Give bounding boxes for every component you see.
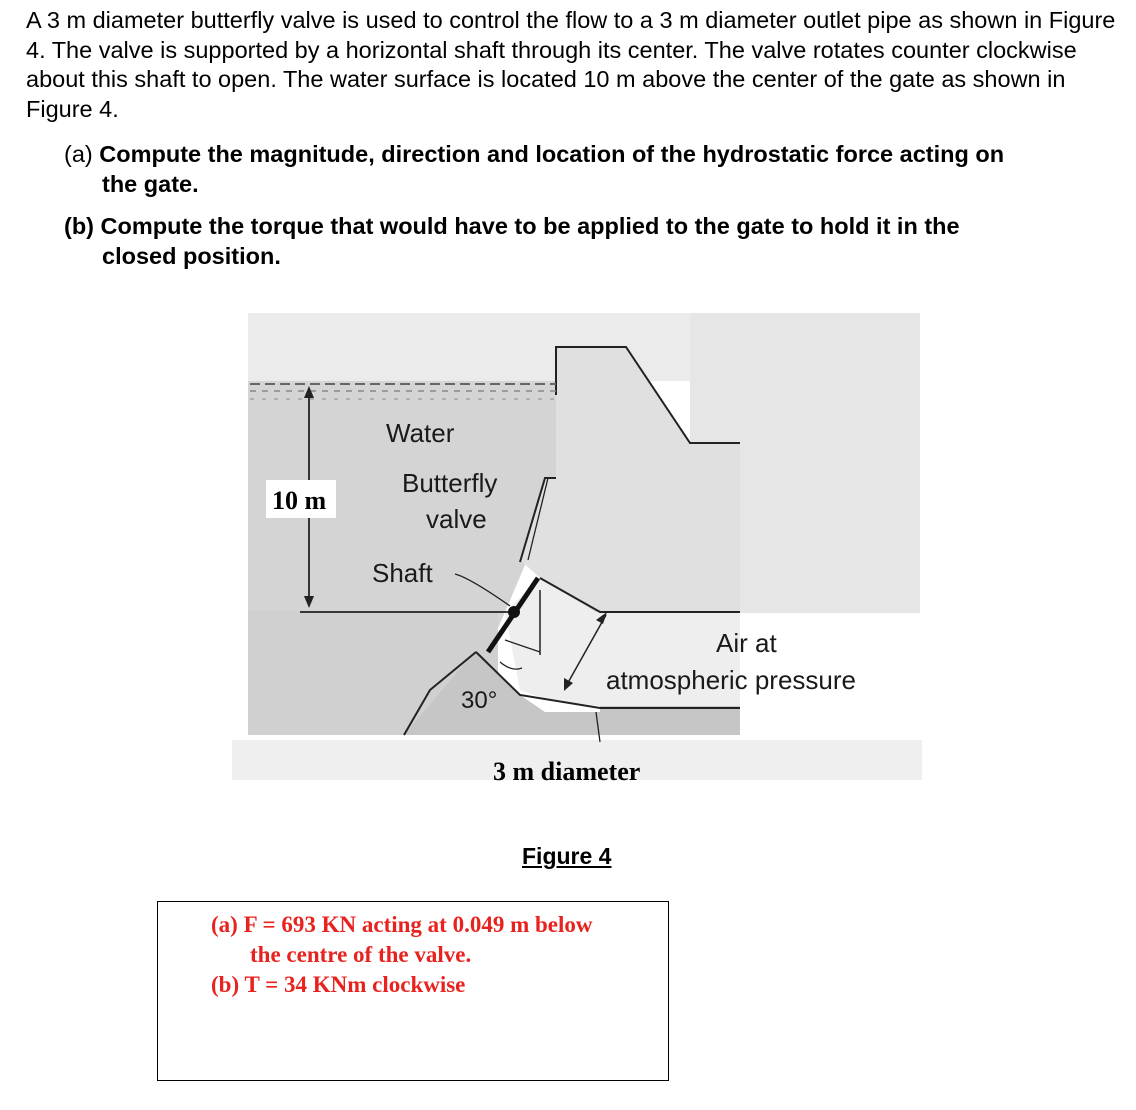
answer-b-line1: (b) T = 34 KNm clockwise: [211, 972, 466, 997]
water-label: Water: [386, 418, 455, 448]
air-label-2: atmospheric pressure: [606, 665, 856, 695]
angle-label: 30°: [461, 687, 498, 714]
question-b-line1: Compute the torque that would have to be applied to the gate to hold it in the: [100, 213, 960, 239]
pipe-floor: [600, 706, 740, 735]
diameter-label: 3 m diameter: [493, 757, 641, 786]
valve-label-1: Butterfly: [402, 468, 498, 498]
problem-statement: A 3 m diameter butterfly valve is used to control the flow to a 3 m diameter outlet pipe as shown in Figure 4. The valve is supported by a horizontal shaft through its center. The valve rotates counter clockwise about this shaft to open. The water surface is located 10 m above the center of the gate as shown in Figure 4.: [26, 7, 1116, 122]
question-a-tag: (a): [64, 141, 93, 167]
valve-label-2: valve: [426, 504, 487, 534]
question-a-line1: Compute the magnitude, direction and location of the hydrostatic force acting on: [99, 141, 1005, 167]
question-a-line2: the gate.: [102, 171, 199, 197]
answer-box: [157, 901, 669, 1081]
question-b-line2: closed position.: [102, 243, 281, 269]
air-label-1: Air at: [716, 628, 777, 658]
shaft-label: Shaft: [372, 558, 433, 588]
question-b-tag: (b): [64, 213, 95, 239]
shaft-pivot: [508, 606, 520, 618]
answer-a-line1: (a) F = 693 KN acting at 0.049 m below: [211, 912, 593, 937]
depth-label: 10 m: [272, 486, 327, 515]
figure-caption: Figure 4: [522, 843, 612, 869]
answer-a-line2: the centre of the valve.: [250, 942, 472, 967]
